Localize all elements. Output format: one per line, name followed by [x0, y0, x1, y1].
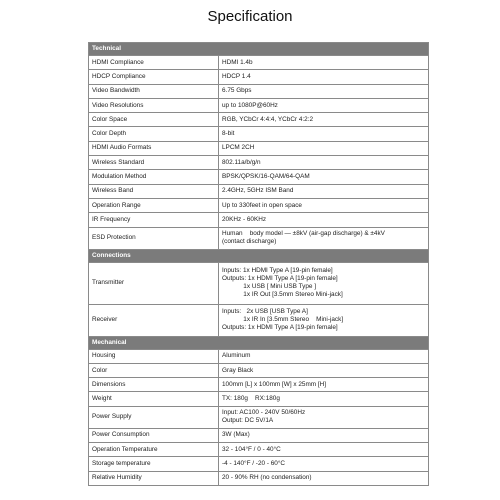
table-row [89, 84, 429, 98]
spec-value [219, 443, 429, 457]
spec-value-line: Outputs: 1x HDMI Type A [19-pin female] [222, 275, 338, 283]
spec-value-line: 1x USB [ Mini USB Type ] [222, 283, 316, 291]
spec-value [219, 156, 429, 170]
spec-label: Video Bandwidth [89, 84, 219, 98]
spec-label: HDMI Audio Formats [89, 141, 219, 155]
table-row [89, 156, 429, 170]
spec-label: Receiver [89, 304, 219, 336]
spec-label: HDCP Compliance [89, 70, 219, 84]
spec-value-line: 20 - 90% RH (no condensation) [222, 474, 312, 482]
spec-value [219, 70, 429, 84]
spec-label: Color [89, 363, 219, 377]
spec-value-line: 8-bit [222, 130, 235, 138]
table-row [89, 471, 429, 485]
spec-value-line: Inputs: 1x HDMI Type A [19-pin female] [222, 267, 333, 275]
spec-value-line: Up to 330feet in open space [222, 201, 302, 209]
spec-value [219, 98, 429, 112]
spec-value [219, 213, 429, 227]
spec-value-line: 100mm [L] x 100mm [W] x 25mm [H] [222, 380, 327, 388]
section-title: Mechanical [89, 336, 429, 349]
spec-value [219, 141, 429, 155]
spec-value [219, 406, 429, 428]
spec-value [219, 471, 429, 485]
spec-label: Modulation Method [89, 170, 219, 184]
table-row [89, 56, 429, 70]
spec-table [88, 42, 429, 486]
spec-value-line: 2.4GHz, 5GHz ISM Band [222, 187, 294, 195]
table-row [89, 98, 429, 112]
spec-table-body [89, 43, 429, 486]
spec-value [219, 56, 429, 70]
spec-label: Housing [89, 349, 219, 363]
spec-label: Power Consumption [89, 428, 219, 442]
section-title: Technical [89, 43, 429, 56]
table-row [89, 406, 429, 428]
spec-value-line: 1x IR Out [3.5mm Stereo Mini-jack] [222, 291, 343, 299]
spec-label: Relative Humidity [89, 471, 219, 485]
spec-value-line: Output: DC 5V/1A [222, 417, 274, 425]
spec-value-line: 802.11a/b/g/n [222, 158, 261, 166]
spec-label: IR Frequency [89, 213, 219, 227]
spec-label: Operation Range [89, 198, 219, 212]
spec-value [219, 457, 429, 471]
spec-value [219, 363, 429, 377]
spec-value-line: Input: AC100 - 240V 50/60Hz [222, 409, 306, 417]
table-row [89, 141, 429, 155]
spec-value-line: RGB, YCbCr 4:4:4, YCbCr 4:2:2 [222, 115, 314, 123]
table-row [89, 227, 429, 249]
table-row [89, 262, 429, 304]
spec-label: Weight [89, 392, 219, 406]
spec-value-line: HDMI 1.4b [222, 58, 253, 66]
spec-value [219, 170, 429, 184]
spec-value-line: 32 - 104°F / 0 - 40°C [222, 445, 281, 453]
spec-value [219, 184, 429, 198]
spec-value-line: (contact discharge) [222, 238, 277, 246]
spec-label: Storage temperature [89, 457, 219, 471]
spec-value [219, 262, 429, 304]
spec-value-line: 3W (Max) [222, 431, 250, 439]
spec-value-line: LPCM 2CH [222, 144, 255, 152]
table-row [89, 113, 429, 127]
section-title: Connections [89, 249, 429, 262]
spec-label: Wireless Band [89, 184, 219, 198]
table-row [89, 428, 429, 442]
table-row [89, 170, 429, 184]
spec-label: Transmitter [89, 262, 219, 304]
table-row [89, 392, 429, 406]
spec-value-line: BPSK/QPSK/16-QAM/64-QAM [222, 173, 310, 181]
spec-value-line: HDCP 1.4 [222, 72, 251, 80]
spec-label: Wireless Standard [89, 156, 219, 170]
spec-value [219, 304, 429, 336]
spec-label: Power Supply [89, 406, 219, 428]
table-row [89, 349, 429, 363]
spec-value [219, 378, 429, 392]
spec-label: Color Space [89, 113, 219, 127]
spec-value-line: Human body model — ±8kV (air-gap discharge) & ±4kV [222, 230, 385, 238]
spec-value-line: 1x IR In [3.5mm Stereo Mini-jack] [222, 316, 344, 324]
spec-value [219, 84, 429, 98]
table-row [89, 378, 429, 392]
spec-value-line: 20KHz - 60KHz [222, 215, 267, 223]
table-row [89, 363, 429, 377]
table-row [89, 127, 429, 141]
spec-value [219, 349, 429, 363]
table-row [89, 184, 429, 198]
spec-value-line: TX: 180g RX:180g [222, 395, 280, 403]
spec-label: HDMI Compliance [89, 56, 219, 70]
spec-value [219, 198, 429, 212]
table-row [89, 213, 429, 227]
spec-value-line: Aluminum [222, 352, 251, 360]
spec-value [219, 113, 429, 127]
spec-label: Video Resolutions [89, 98, 219, 112]
section-header-mechanical [89, 336, 429, 349]
section-header-connections [89, 249, 429, 262]
spec-label: ESD Protection [89, 227, 219, 249]
spec-value [219, 227, 429, 249]
spec-value-line: -4 - 140°F / -20 - 60°C [222, 459, 286, 467]
spec-label: Color Depth [89, 127, 219, 141]
section-header-technical [89, 43, 429, 56]
table-row [89, 198, 429, 212]
spec-value-line: up to 1080P@60Hz [222, 101, 278, 109]
spec-value-line: Gray Black [222, 366, 254, 374]
page-title: Specification [207, 8, 293, 25]
table-row [89, 304, 429, 336]
spec-value-line: Outputs: 1x HDMI Type A [19-pin female] [222, 324, 338, 332]
table-row [89, 457, 429, 471]
table-row [89, 443, 429, 457]
spec-value [219, 428, 429, 442]
spec-value [219, 127, 429, 141]
spec-label: Dimensions [89, 378, 219, 392]
spec-value-line: 6.75 Gbps [222, 87, 252, 95]
spec-value-line: Inputs: 2x USB [USB Type A] [222, 308, 308, 316]
spec-value [219, 392, 429, 406]
spec-label: Operation Temperature [89, 443, 219, 457]
table-row [89, 70, 429, 84]
